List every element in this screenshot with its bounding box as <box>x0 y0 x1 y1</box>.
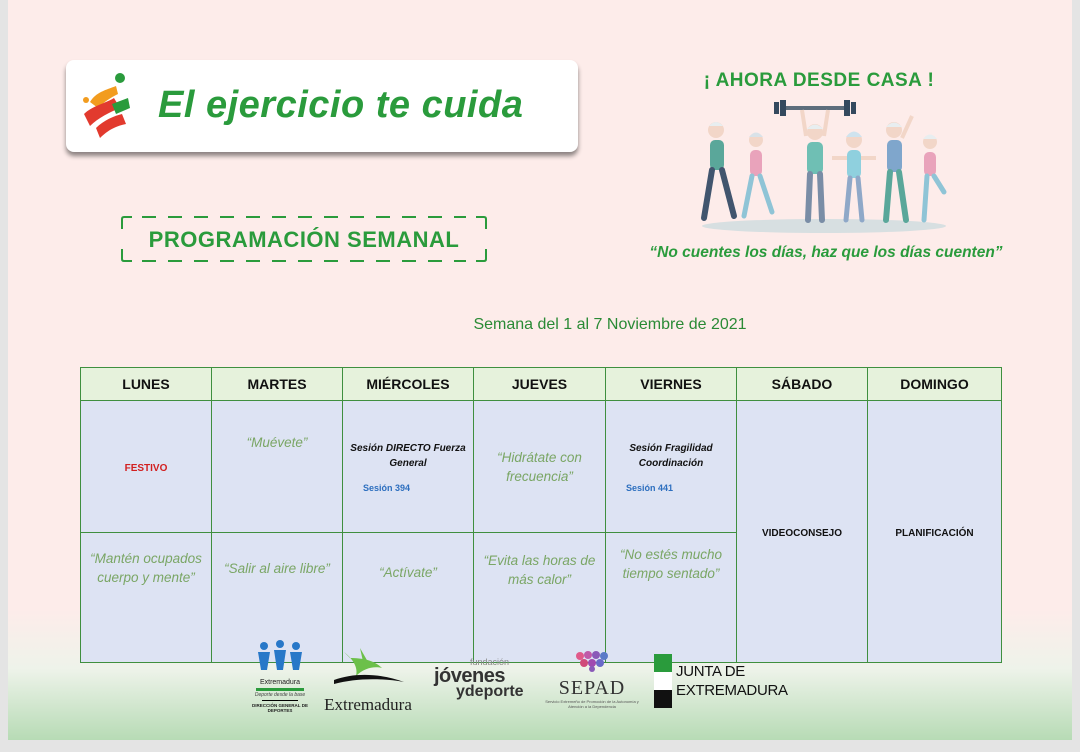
footer-logos <box>8 630 1072 720</box>
header-jueves: JUEVES <box>474 368 606 401</box>
logo-extremadura <box>320 644 416 714</box>
cell-lunes-1 <box>81 401 212 533</box>
logo1-caption: DIRECCIÓN GENERAL DE DEPORTES <box>252 703 308 713</box>
tip-text: “Salir al aire libre” <box>224 561 330 576</box>
tip-text: “Actívate” <box>379 565 437 580</box>
logo1-sub: Deporte desde la base <box>254 692 306 698</box>
logo4-name: SEPAD <box>558 677 626 699</box>
session-title[interactable]: Sesión Fragilidad Coordinación <box>629 442 713 469</box>
header-domingo: DOMINGO <box>868 368 1002 401</box>
figures-icon <box>252 640 308 674</box>
tip-text: “Muévete” <box>246 435 308 450</box>
logo5-line1: JUNTA DE <box>676 663 745 680</box>
logo-deportes <box>252 640 308 718</box>
tip-text: “Evita las horas de más calor” <box>483 553 596 587</box>
header-viernes: VIERNES <box>606 368 737 401</box>
bird-swoosh-icon <box>320 644 416 688</box>
logo3-big1: jóvenes <box>434 665 505 687</box>
table-header-row <box>81 368 1002 401</box>
logo4-sub: Servicio Extremeño de Promoción de la Autonomía y Atención a la Dependencia <box>545 699 639 709</box>
logo-junta <box>654 654 788 708</box>
session-title[interactable]: Sesión DIRECTO Fuerza General <box>350 442 466 469</box>
header-miercoles: MIÉRCOLES <box>343 368 474 401</box>
page <box>8 0 1072 740</box>
tip-text: “No estés mucho tiempo sentado” <box>619 547 723 581</box>
cell-miercoles-1[interactable] <box>343 401 474 533</box>
logo5-line2: EXTREMADURA <box>676 682 788 699</box>
cell-sabado <box>737 401 868 663</box>
logo3-big2: ydeporte <box>456 683 524 700</box>
ahora-desde-casa: ¡ AHORA DESDE CASA ! <box>703 70 935 91</box>
session-number-link[interactable]: Sesión 394 <box>363 482 411 493</box>
header-sabado: SÁBADO <box>737 368 868 401</box>
logo-jovenes-deporte <box>434 658 534 702</box>
logo2-name: Extremadura <box>324 695 412 714</box>
cell-martes-1 <box>212 401 343 533</box>
weekly-heading-frame <box>120 215 488 263</box>
header-martes: MARTES <box>212 368 343 401</box>
tip-text: “Mantén ocupados cuerpo y mente” <box>90 551 202 585</box>
sepad-dots-icon <box>544 650 640 672</box>
header-lunes: LUNES <box>81 368 212 401</box>
cell-domingo <box>868 401 1002 663</box>
cell-jueves-1 <box>474 401 606 533</box>
cell-viernes-1[interactable] <box>606 401 737 533</box>
week-range: Semana del 1 al 7 Noviembre de 2021 <box>473 316 747 333</box>
planificacion-label: PLANIFICACIÓN <box>895 527 974 539</box>
weekly-schedule-table <box>80 367 1002 663</box>
flag-icon <box>654 654 672 708</box>
tip-text: “Hidrátate con frecuencia” <box>497 449 582 484</box>
title-banner <box>66 60 578 152</box>
seniors-exercising-illustration <box>694 100 948 235</box>
videoconsejo-label: VIDEOCONSEJO <box>761 527 843 539</box>
logo3-small: fundación <box>470 657 510 667</box>
logo-sepad <box>544 650 640 710</box>
festivo-label: FESTIVO <box>124 462 168 474</box>
weekly-heading: PROGRAMACIÓN SEMANAL <box>148 227 460 252</box>
banner-title: El ejercicio te cuida <box>158 84 524 126</box>
session-number-link[interactable]: Sesión 441 <box>626 482 674 493</box>
exercise-logo-icon <box>76 68 136 144</box>
table-row <box>81 401 1002 533</box>
motivational-quote: “No cuentes los días, haz que los días cuenten” <box>649 244 1003 261</box>
logo1-name: Extremadura <box>259 679 301 686</box>
